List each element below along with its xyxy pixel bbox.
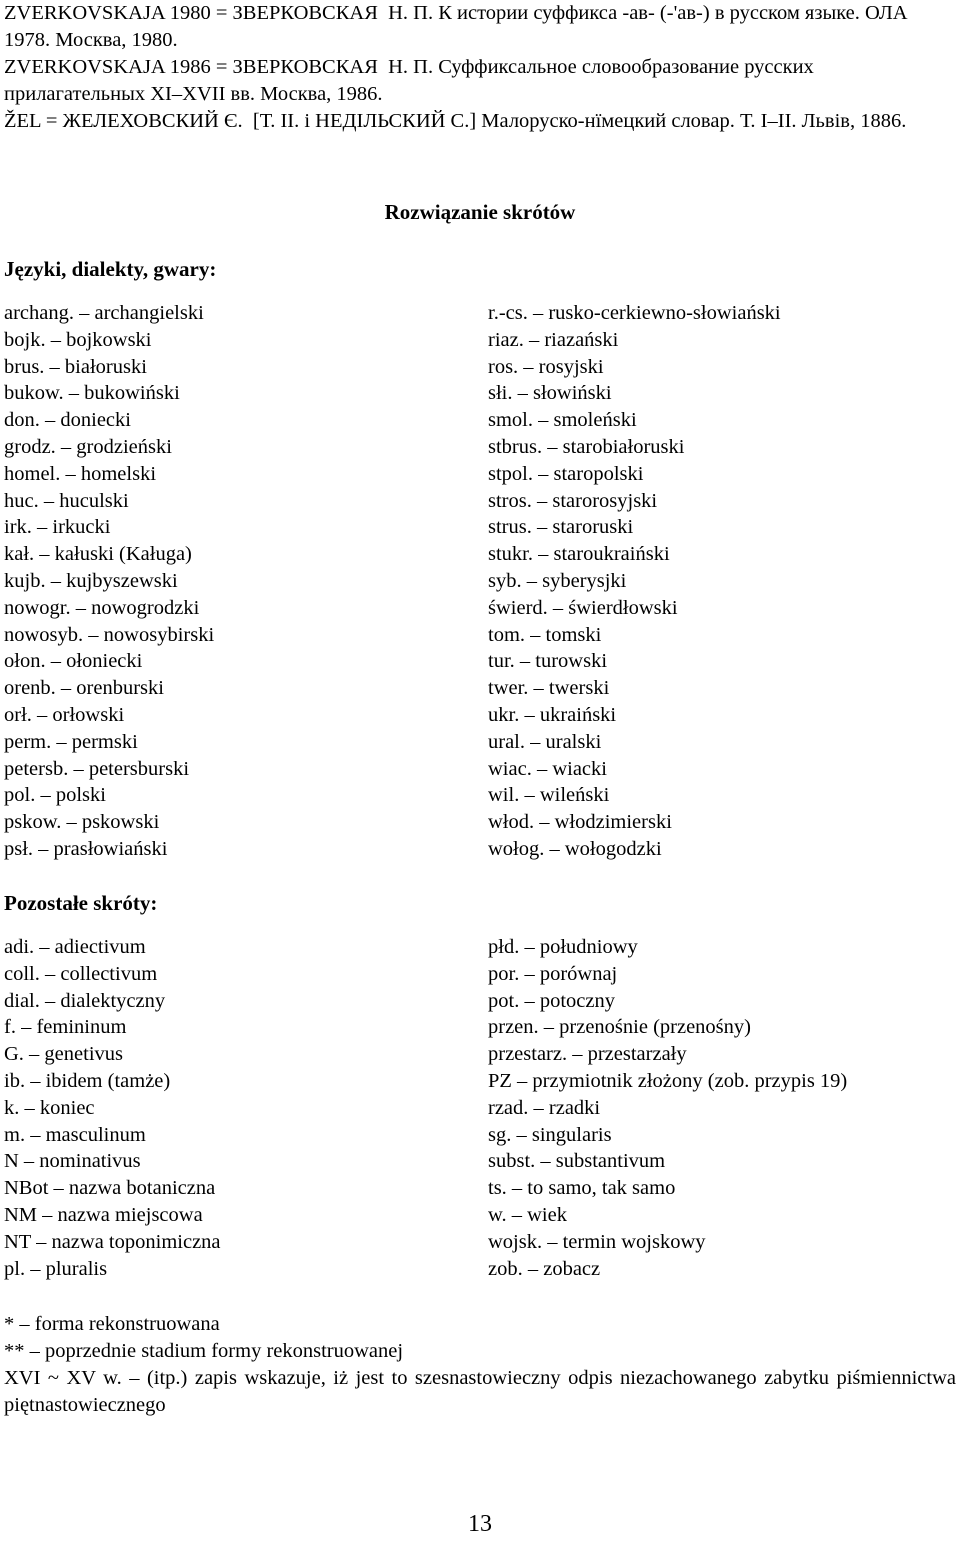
abbreviation-entry: ib. – ibidem (tamże)	[4, 1069, 171, 1092]
abbreviation-entry: G. – genetivus	[4, 1043, 123, 1066]
abbreviation-entry: ros. – rosyjski	[488, 355, 604, 378]
page-number: 13	[468, 1511, 492, 1537]
abbreviation-entry: r.-cs. – rusko-cerkiewno-słowiański	[488, 302, 781, 324]
abbreviation-entry: ural. – uralski	[488, 730, 602, 753]
abbreviation-entry: NBot – nazwa botaniczna	[4, 1177, 216, 1200]
abbreviation-entry: kał. – kałuski (Kaługa)	[4, 543, 192, 566]
abbreviation-entry: pl. – pluralis	[4, 1257, 108, 1280]
bibliography-references	[4, 0, 956, 135]
abbreviation-entry: nowogr. – nowogrodzki	[4, 596, 200, 619]
abbreviation-entry: f. – femininum	[4, 1016, 127, 1039]
abbreviation-entry: ukr. – ukraiński	[488, 703, 617, 726]
abbreviation-entry: ts. – to samo, tak samo	[488, 1177, 676, 1200]
abbreviation-entry: stpol. – staropolski	[488, 462, 644, 485]
abbreviation-entry: PZ – przymiotnik złożony (zob. przypis 19)	[488, 1069, 848, 1092]
abbreviation-entry: wołog. – wołogodzki	[488, 837, 662, 860]
abbreviation-entry: świerd. – świerdłowski	[488, 596, 678, 619]
abbreviation-entry: bojk. – bojkowski	[4, 328, 152, 351]
abbreviation-entry: przen. – przenośnie (przenośny)	[488, 1016, 751, 1039]
abbreviation-entry: don. – doniecki	[4, 409, 131, 432]
abbreviation-entry: archang. – archangielski	[4, 302, 204, 324]
abbreviation-entry: włod. – włodzimierski	[488, 811, 672, 834]
abbreviation-entry: k. – koniec	[4, 1096, 95, 1119]
abbreviation-entry: coll. – collectivum	[4, 962, 158, 985]
abbreviation-entry: wojsk. – termin wojskowy	[488, 1230, 706, 1253]
note-line: ** – poprzednie stadium formy rekonstruowanej	[4, 1340, 404, 1362]
abbreviation-entry: petersb. – petersburski	[4, 757, 190, 780]
abbreviation-entry: subst. – substantivum	[488, 1150, 666, 1173]
notes-section	[4, 1311, 956, 1419]
other-right-column	[488, 934, 847, 1282]
abbreviation-entry: płd. – południowy	[488, 936, 638, 958]
languages-right-column	[488, 300, 781, 863]
abbreviation-entry: wiac. – wiacki	[488, 757, 607, 780]
other-abbreviations-heading: Pozostałe skróty:	[4, 891, 158, 915]
abbreviation-entry: por. – porównaj	[488, 962, 618, 985]
reference-key: ZVERKOVSKAJA 1980 = ЗВЕРКОВСКАЯ	[4, 2, 378, 24]
abbreviation-entry: orł. – orłowski	[4, 703, 125, 726]
abbreviation-entry: m. – masculinum	[4, 1123, 146, 1146]
abbreviation-entry: stros. – starorosyjski	[488, 489, 658, 512]
abbreviation-entry: kujb. – kujbyszewski	[4, 569, 178, 592]
abbreviation-entry: ołon. – ołoniecki	[4, 650, 143, 673]
reference-text: Н. П. К истории суффикса -ав- (-'ав-) в русском языке. ОЛА 1978. Москва, 1980.	[4, 2, 908, 51]
abbreviation-entry: zob. – zobacz	[488, 1257, 601, 1280]
abbreviation-entry: syb. – syberysjki	[488, 569, 627, 592]
reference-text: [Т. II. і НЕДІЛЬСКИЙ С.] Малоруско-нїмецкий словар. Т. I–II. Львів, 1886.	[252, 110, 907, 132]
reference-key: ŽEL = ЖЕЛЕХОВСКИЙ Є.	[4, 110, 243, 132]
abbreviation-entry: NT – nazwa toponimiczna	[4, 1230, 221, 1253]
abbreviation-entry: dial. – dialektyczny	[4, 989, 166, 1012]
abbreviation-entry: pol. – polski	[4, 784, 106, 807]
abbreviation-entry: smol. – smoleński	[488, 409, 637, 432]
abbreviation-entry: adi. – adiectivum	[4, 936, 146, 958]
abbreviation-entry: stukr. – staroukraiński	[488, 543, 670, 566]
abbreviation-entry: strus. – staroruski	[488, 516, 634, 539]
abbreviation-entry: sg. – singularis	[488, 1123, 612, 1146]
abbreviation-entry: tom. – tomski	[488, 623, 602, 646]
abbreviation-entry: wil. – wileński	[488, 784, 610, 807]
abbreviation-entry: brus. – białoruski	[4, 355, 147, 378]
abbreviation-entry: NM – nazwa miejscowa	[4, 1203, 203, 1226]
abbreviation-entry: stbrus. – starobiałoruski	[488, 435, 685, 458]
abbreviation-entry: bukow. – bukowiński	[4, 382, 180, 405]
abbreviation-entry: w. – wiek	[488, 1203, 567, 1226]
abbreviation-entry: perm. – permski	[4, 730, 138, 753]
languages-heading: Języki, dialekty, gwary:	[4, 257, 217, 281]
abbreviation-entry: homel. – homelski	[4, 462, 157, 485]
languages-left-column	[4, 300, 214, 863]
reference-entry	[4, 108, 956, 135]
abbreviation-entry: N – nominativus	[4, 1150, 141, 1173]
abbreviation-entry: grodz. – grodzieński	[4, 435, 172, 458]
abbreviation-entry: rzad. – rzadki	[488, 1096, 601, 1119]
abbreviation-entry: huc. – huculski	[4, 489, 129, 512]
abbreviation-entry: pot. – potoczny	[488, 989, 615, 1012]
reference-key: ZVERKOVSKAJA 1986 = ЗВЕРКОВСКАЯ	[4, 56, 378, 78]
section-title: Rozwiązanie skrótów	[384, 200, 576, 224]
abbreviation-entry: pskow. – pskowski	[4, 811, 160, 834]
reference-entry	[4, 54, 956, 108]
abbreviation-entry: tur. – turowski	[488, 650, 608, 673]
abbreviation-entry: nowosyb. – nowosybirski	[4, 623, 215, 646]
abbreviation-entry: orenb. – orenburski	[4, 677, 164, 700]
note-line: * – forma rekonstruowana	[4, 1313, 220, 1335]
note-line: XVI ~ XV w. – (itp.) zapis wskazuje, iż jest to szesnastowieczny odpis niezachowanego zabytku piśmiennictwa piętnastowiecznego	[4, 1367, 956, 1416]
abbreviation-entry: psł. – prasłowiański	[4, 837, 168, 860]
abbreviation-entry: irk. – irkucki	[4, 516, 111, 539]
abbreviation-entry: przestarz. – przestarzały	[488, 1043, 687, 1066]
other-left-column	[4, 934, 221, 1282]
reference-entry	[4, 0, 956, 54]
abbreviation-entry: riaz. – riazański	[488, 328, 619, 351]
reference-text: Н. П. Суффиксальное словообразование русских прилагательных XI–XVII вв. Москва, 1986.	[4, 56, 814, 105]
abbreviation-entry: twer. – twerski	[488, 677, 610, 700]
abbreviation-entry: słi. – słowiński	[488, 382, 612, 405]
